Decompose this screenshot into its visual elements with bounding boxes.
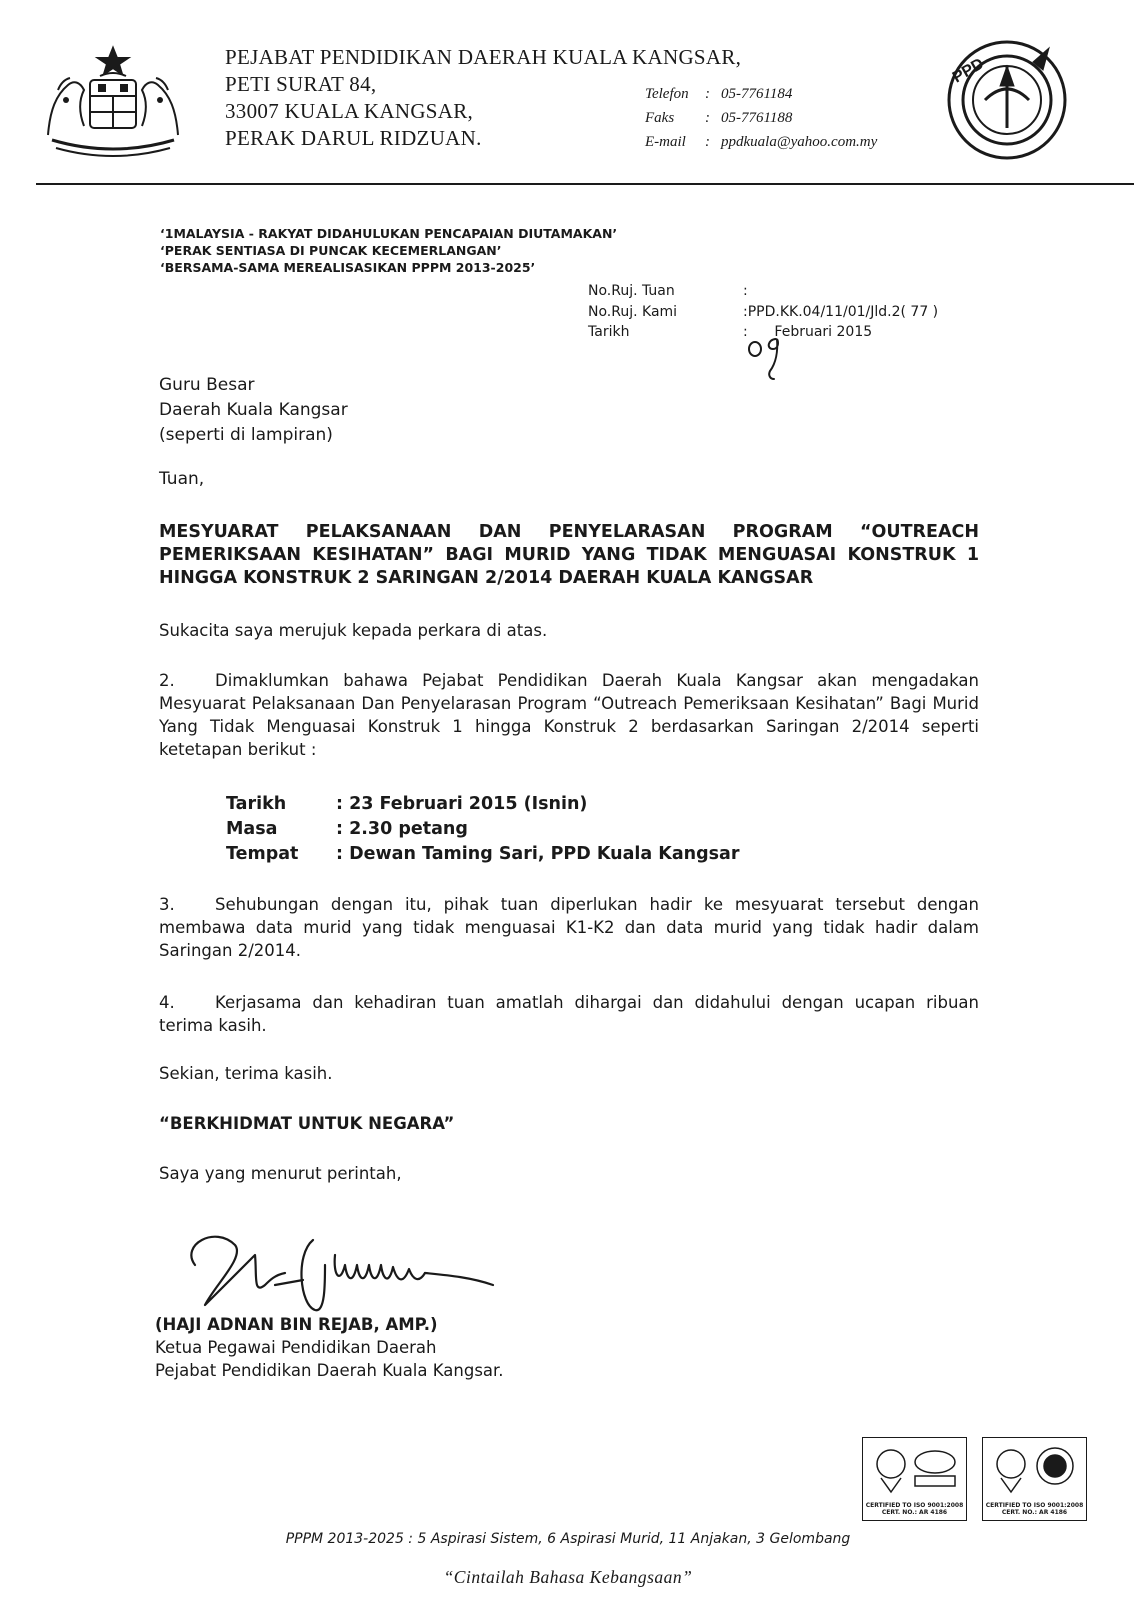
contact-label: E-mail bbox=[645, 134, 686, 150]
paragraph-2 bbox=[159, 669, 979, 761]
contact-email bbox=[645, 130, 877, 154]
certification-text: CERTIFIED TO ISO 9001:2008 CERT. NO.: AR 4186 bbox=[985, 1502, 1084, 1516]
valediction: Saya yang menurut perintah, bbox=[159, 1164, 402, 1183]
contact-value: ppdkuala@yahoo.com.my bbox=[721, 134, 878, 150]
detail-value: : 23 Februari 2015 (Isnin) bbox=[336, 794, 588, 814]
footer-quote: “Cintailah Bahasa Kebangsaan” bbox=[443, 1567, 693, 1587]
sirim-iqnet-icon bbox=[989, 1444, 1081, 1494]
paragraph-4 bbox=[159, 991, 979, 1037]
svg-text:PPD: PPD bbox=[949, 55, 987, 87]
coat-of-arms-icon bbox=[38, 40, 188, 165]
contact-info bbox=[645, 82, 877, 154]
paragraph-number: 2. bbox=[159, 671, 175, 690]
signer-position: Ketua Pegawai Pendidikan Daerah bbox=[155, 1338, 437, 1357]
contact-separator: : bbox=[705, 134, 710, 150]
signer-office: Pejabat Pendidikan Daerah Kuala Kangsar. bbox=[155, 1361, 504, 1380]
ppd-logo-icon bbox=[945, 38, 1070, 163]
paragraph-text: Kerjasama dan kehadiran tuan amatlah dihargai dan didahului dengan ucapan ribuan terima kasih. bbox=[159, 993, 979, 1035]
address-line: PERAK DARUL RIDZUAN. bbox=[225, 126, 482, 150]
sirim-certification-badge bbox=[862, 1437, 967, 1521]
footer-pppm: PPPM 2013-2025 : 5 Aspirasi Sistem, 6 Aspirasi Murid, 11 Anjakan, 3 Gelombang bbox=[285, 1531, 851, 1547]
motto: “BERKHIDMAT UNTUK NEGARA” bbox=[159, 1114, 455, 1133]
detail-value: : Dewan Taming Sari, PPD Kuala Kangsar bbox=[336, 844, 740, 864]
recipient-line: Daerah Kuala Kangsar bbox=[159, 400, 348, 420]
paragraph-1: Sukacita saya merujuk kepada perkara di atas. bbox=[159, 621, 548, 640]
contact-value: 05-7761188 bbox=[721, 110, 793, 126]
recipient-line: (seperti di lampiran) bbox=[159, 425, 333, 445]
certification-text: CERTIFIED TO ISO 9001:2008 CERT. NO.: AR 4186 bbox=[865, 1502, 964, 1516]
detail-value: : 2.30 petang bbox=[336, 819, 468, 839]
address-line: PEJABAT PENDIDIKAN DAERAH KUALA KANGSAR, bbox=[225, 45, 742, 69]
closing-line: Sekian, terima kasih. bbox=[159, 1064, 333, 1083]
detail-date bbox=[226, 792, 740, 817]
paragraph-text: Sehubungan dengan itu, pihak tuan diperlukan hadir ke mesyuarat tersebut dengan membawa data murid yang tidak menguasai K1-K2 dan data murid yang tidak hadir dalam Saringan 2/2014. bbox=[159, 895, 979, 960]
paragraph-text: Dimaklumkan bahawa Pejabat Pendidikan Daerah Kuala Kangsar akan mengadakan Mesyuarat Pelaksanaan Dan Penyelarasan Program “Outreach Pemeriksaan Kesihatan” Bagi Murid Yang Tidak Menguasai Konstruk 1 hingga Konstruk 2 berdasarkan Saringan 2/2014 seperti ketetapan berikut : bbox=[159, 671, 979, 759]
sirim-quality-system-icon bbox=[869, 1444, 961, 1494]
handwritten-date-icon bbox=[746, 333, 786, 385]
slogan-line: ‘1MALAYSIA - RAKYAT DIDAHULUKAN PENCAPAIAN DIUTAMAKAN’ bbox=[160, 226, 618, 241]
meeting-details bbox=[226, 792, 740, 867]
paragraph-3 bbox=[159, 893, 979, 962]
detail-venue bbox=[226, 842, 740, 867]
ref-value: : bbox=[743, 283, 748, 299]
paragraph-number: 3. bbox=[159, 895, 175, 914]
contact-telephone bbox=[645, 82, 877, 106]
contact-fax bbox=[645, 106, 877, 130]
iqnet-certification-badge bbox=[982, 1437, 1087, 1521]
contact-separator: : bbox=[705, 86, 710, 102]
detail-label: Tarikh bbox=[226, 794, 287, 814]
slogans bbox=[160, 225, 617, 276]
contact-separator: : bbox=[705, 110, 710, 126]
ref-label: No.Ruj. Kami bbox=[588, 303, 678, 320]
detail-time bbox=[226, 817, 740, 842]
contact-label: Telefon bbox=[645, 86, 689, 102]
slogan-line: ‘PERAK SENTIASA DI PUNCAK KECEMERLANGAN’ bbox=[160, 243, 502, 258]
detail-label: Masa bbox=[226, 819, 278, 839]
salutation: Tuan, bbox=[159, 469, 205, 489]
ref-label: Tarikh bbox=[588, 324, 630, 340]
paragraph-number: 4. bbox=[159, 993, 175, 1012]
letter-title: MESYUARAT PELAKSANAAN DAN PENYELARASAN PROGRAM “OUTREACH PEMERIKSAAN KESIHATAN” BAGI MURID YANG TIDAK MENGUASAI KONSTRUK 1 HINGGA KONSTRUK 2 SARINGAN 2/2014 DAERAH KUALA KANGSAR bbox=[159, 522, 979, 588]
ref-your-reference bbox=[588, 281, 938, 302]
contact-value: 05-7761184 bbox=[721, 86, 793, 102]
ref-value: :PPD.KK.04/11/01/Jld.2( 77 ) bbox=[743, 303, 939, 320]
signer-block bbox=[155, 1313, 504, 1382]
detail-label: Tempat bbox=[226, 844, 299, 864]
ref-label: No.Ruj. Tuan bbox=[588, 283, 675, 299]
recipient-line: Guru Besar bbox=[159, 375, 255, 395]
ref-value: : Februari 2015 bbox=[743, 324, 873, 340]
recipient-block bbox=[159, 373, 348, 448]
address-line: PETI SURAT 84, bbox=[225, 72, 377, 96]
slogan-line: ‘BERSAMA-SAMA MEREALISASIKAN PPPM 2013-2025’ bbox=[160, 260, 536, 275]
contact-label: Faks bbox=[645, 110, 675, 126]
address-line: 33007 KUALA KANGSAR, bbox=[225, 99, 474, 123]
ref-our-reference bbox=[588, 302, 938, 323]
signer-name: (HAJI ADNAN BIN REJAB, AMP.) bbox=[155, 1315, 438, 1334]
header-divider bbox=[36, 183, 1134, 185]
